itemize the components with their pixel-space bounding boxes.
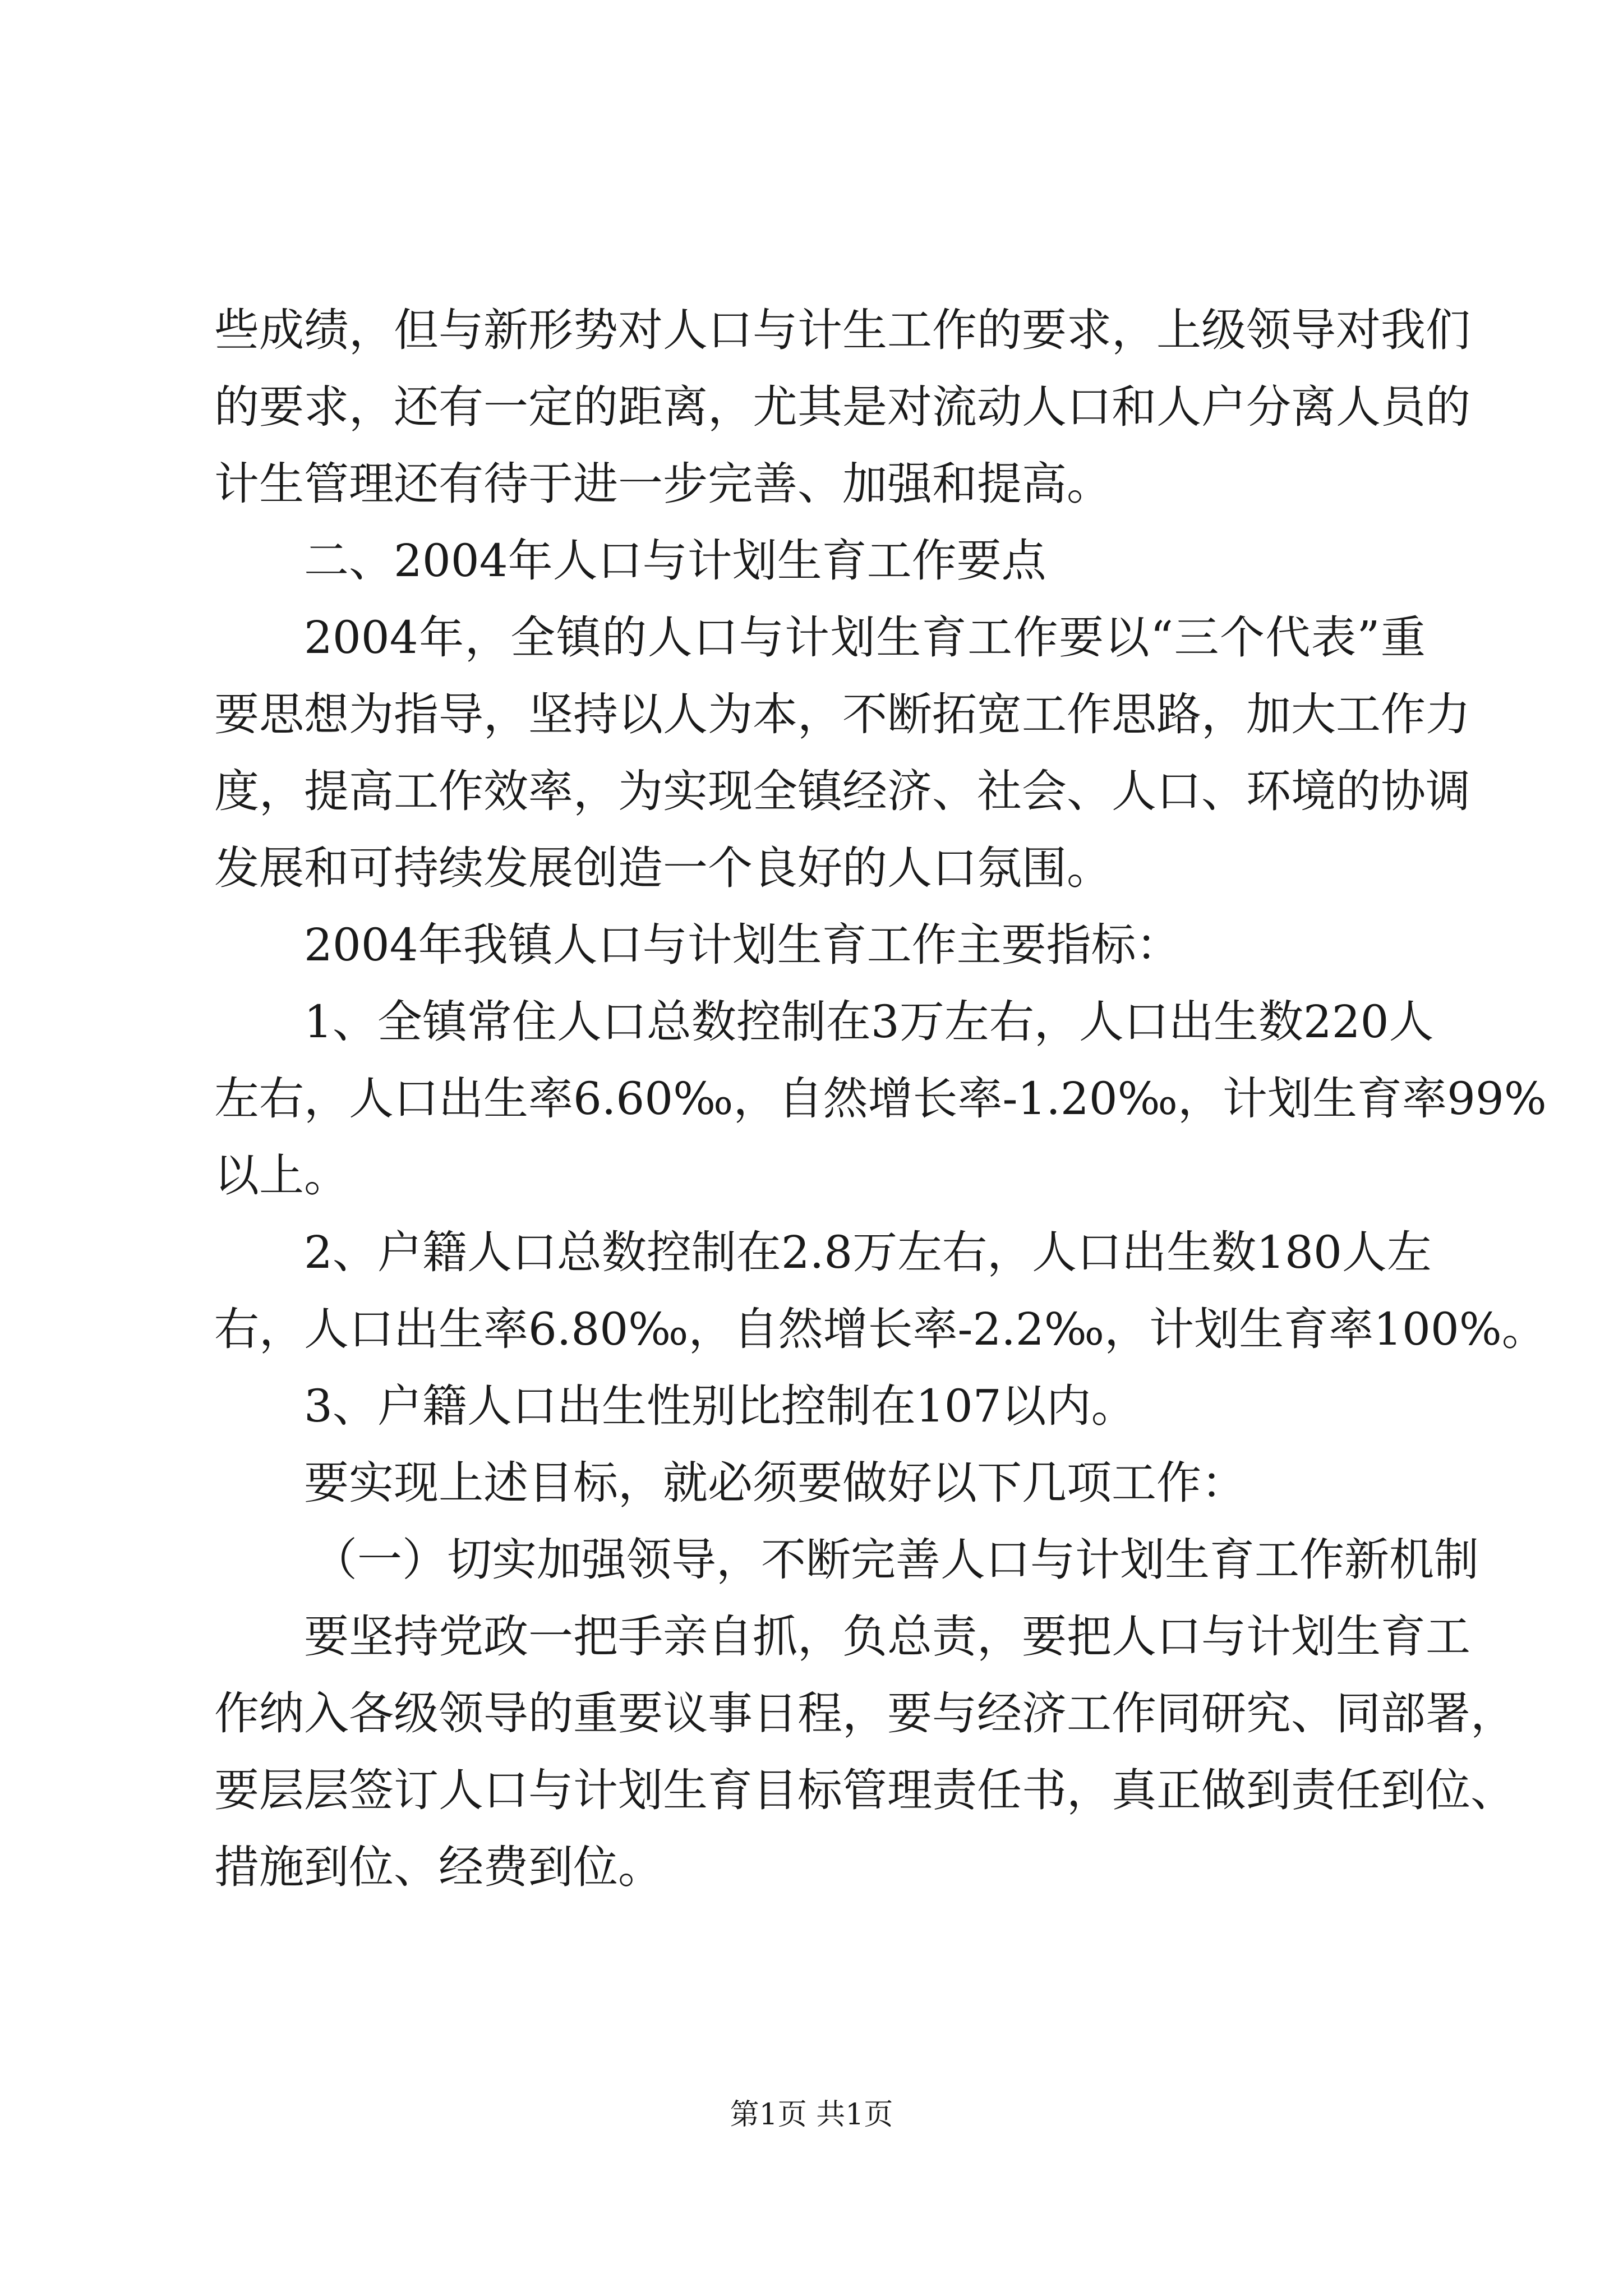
- text-line: 发展和可持续发展创造一个良好的人口氛围。: [214, 842, 1112, 894]
- text-line: 计生管理还有待于进一步完善、加强和提高。: [214, 458, 1112, 510]
- section-heading: 二、2004年人口与计划生育工作要点: [304, 535, 1046, 587]
- text-line: 要实现上述目标，就必须要做好以下几项工作：: [304, 1457, 1246, 1509]
- text-line: 右 ， 人 口 出 生 率 6.80‰ ， 自 然 增 长 率 -2.2‰ ， 计 划 生 育 率 100% 。: [214, 1303, 1547, 1355]
- document-body: [214, 292, 1547, 1906]
- text-line: 2004 年 ， 全 镇 的 人 口 与 计 划 生 育 工 作 要 以 “ 三 个 代 表 ” 重: [304, 611, 1426, 664]
- list-item-1: 1 、 全 镇 常 住 人 口 总 数 控 制 在 3 万 左 右 ， 人 口 出 生 数 220 人: [304, 996, 1434, 1048]
- text-line: 作 纳 入 各 级 领 导 的 重 要 议 事 日 程 ， 要 与 经 济 工 作 同 研 究 、 同 部 署 ，: [214, 1687, 1515, 1740]
- text-line: 要 层 层 签 订 人 口 与 计 划 生 育 目 标 管 理 责 任 书 ， 真 正 做 到 责 任 到 位 、: [214, 1764, 1515, 1816]
- list-item-2: 2 、 户 籍 人 口 总 数 控 制 在 2.8 万 左 右 ， 人 口 出 生 数 180 人 左: [304, 1226, 1432, 1278]
- text-line: 的 要 求 ， 还 有 一 定 的 距 离 ， 尤 其 是 对 流 动 人 口 和 人 户 分 离 人 员 的: [214, 381, 1470, 433]
- text-line: 要 坚 持 党 政 一 把 手 亲 自 抓 ， 负 总 责 ， 要 把 人 口 与 计 划 生 育 工: [304, 1611, 1470, 1663]
- text-line: 左 右 ， 人 口 出 生 率 6.60‰ ， 自 然 增 长 率 -1.20‰ ， 计 划 生 育 率 99%: [214, 1073, 1547, 1125]
- page-footer: 第1页 共1页: [730, 2098, 893, 2132]
- subsection-heading: （ 一 ） 切 实 加 强 领 导 ， 不 断 完 善 人 口 与 计 划 生 育 工 作 新 机 制: [312, 1534, 1479, 1586]
- list-item-3: 3、户籍人口出生性别比控制在107以内。: [304, 1380, 1136, 1432]
- text-line: 2004年我镇人口与计划生育工作主要指标：: [304, 919, 1181, 971]
- text-line: 度 ， 提 高 工 作 效 率 ， 为 实 现 全 镇 经 济 、 社 会 、 人 口 、 环 境 的 协 调: [214, 765, 1470, 817]
- text-line: 措施到位、经费到位。: [214, 1841, 663, 1893]
- text-line: 要 思 想 为 指 导 ， 坚 持 以 人 为 本 ， 不 断 拓 宽 工 作 思 路 ， 加 大 工 作 力: [214, 688, 1470, 740]
- text-line: 些 成 绩 ， 但 与 新 形 势 对 人 口 与 计 生 工 作 的 要 求 ， 上 级 领 导 对 我 们: [214, 304, 1470, 356]
- text-line: 以上。: [214, 1149, 349, 1202]
